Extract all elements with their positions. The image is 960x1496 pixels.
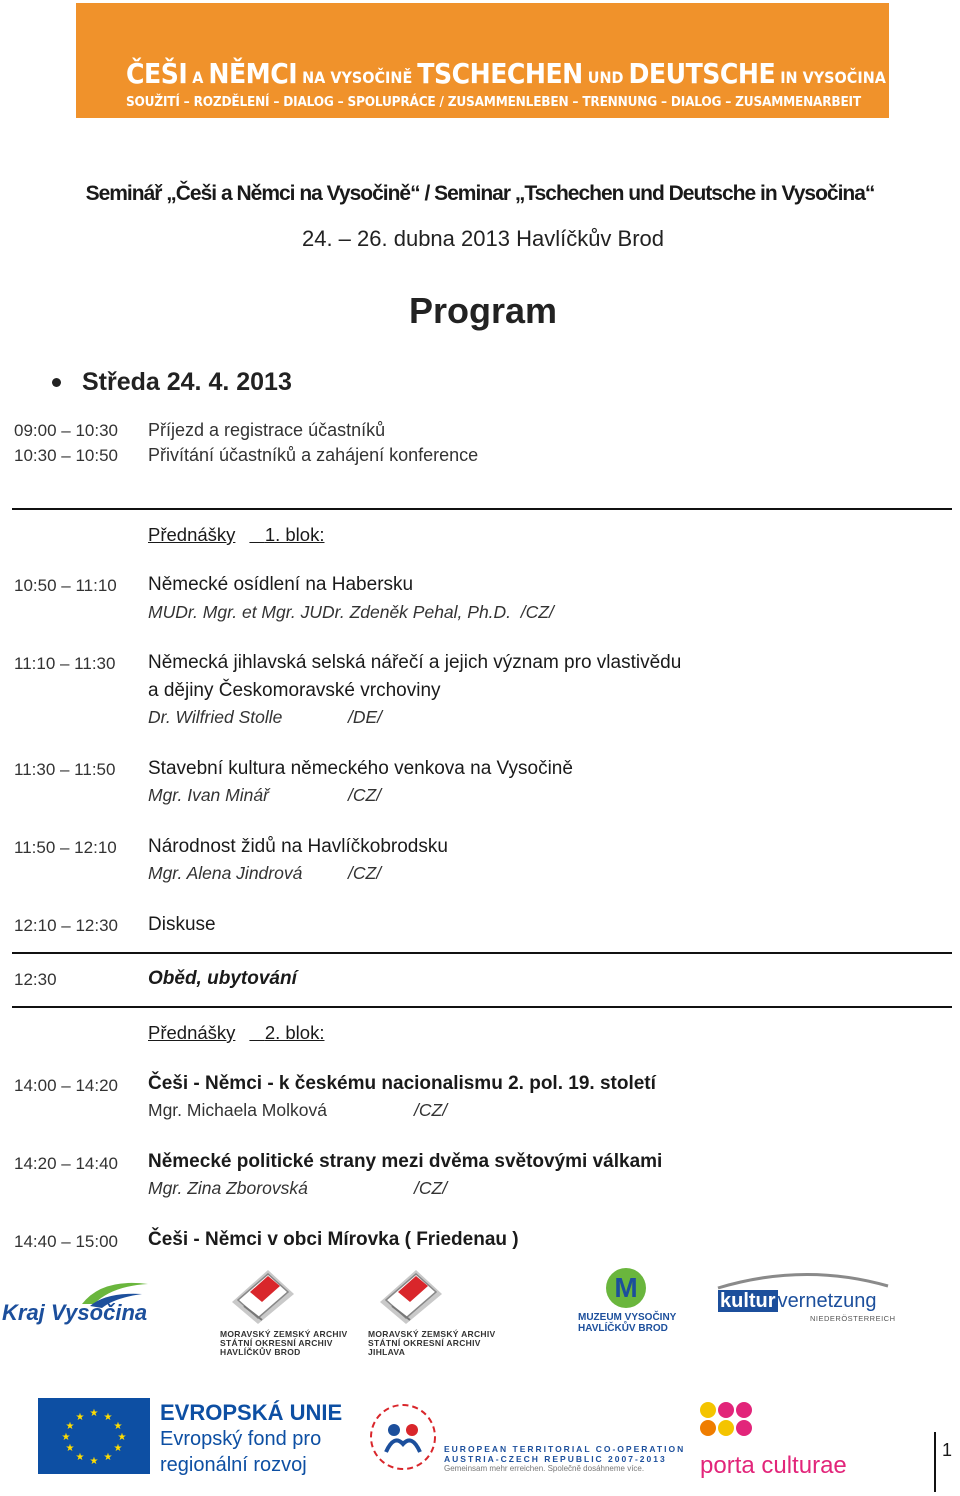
svg-text:★: ★ [113, 1443, 123, 1454]
talk-title-cont: a dějiny Českomoravské vrchoviny [148, 680, 441, 701]
speaker-country: /CZ/ [348, 863, 382, 883]
divider [12, 508, 952, 510]
svg-text:★: ★ [113, 1421, 123, 1432]
talk-title: Národnost židů na Havlíčkobrodsku [148, 836, 448, 857]
time-slot: 14:00 – 14:20 [14, 1076, 118, 1095]
talk-title: Německá jihlavská selská nářečí a jejich význam pro vlastivědu [148, 652, 682, 673]
banner-word: NA VYSOČINĚ [302, 68, 413, 87]
divider [12, 952, 952, 954]
time-slot: 11:30 – 11:50 [14, 760, 116, 779]
kultur-wordmark [718, 1290, 877, 1313]
etc-line: AUSTRIA-CZECH REPUBLIC 2007-2013 [444, 1454, 667, 1464]
svg-text:★: ★ [61, 1432, 71, 1443]
spoluprace-logo [360, 1394, 446, 1480]
museum-m-icon: M [606, 1268, 646, 1308]
archive-name [368, 1330, 496, 1357]
arc-icon [714, 1270, 892, 1290]
archive-line: MORAVSKÝ ZEMSKÝ ARCHIV [220, 1329, 348, 1339]
archive-line: HAVLÍČKŮV BROD [220, 1347, 301, 1357]
eu-line: EVROPSKÁ UNIE [160, 1400, 343, 1425]
speaker-name: Dr. Wilfried Stolle [148, 707, 283, 727]
page-number: 1 [941, 1440, 952, 1460]
banner-word: IN VYSOČINA [780, 68, 886, 87]
etc-line: Gemeinsam mehr erreichen. Společně dosáhneme více. [444, 1464, 645, 1473]
kultur-part: kultur [720, 1290, 776, 1312]
eu-line: Evropský fond pro [160, 1428, 322, 1450]
header-banner [76, 3, 889, 118]
etc-text [444, 1444, 685, 1473]
museum-name [578, 1312, 676, 1334]
seminar-title: Seminář „Češi a Němci na Vysočině“ / Seminar „Tschechen und Deutsche in Vysočina“ [85, 182, 875, 205]
talk-title: Německé osídlení na Habersku [148, 574, 414, 595]
page-divider [934, 1432, 936, 1492]
speaker-country: /CZ/ [414, 1100, 448, 1120]
svg-text:★: ★ [89, 1456, 99, 1467]
talk-title: Češi - Němci v obci Mírovka ( Friedenau ) [148, 1229, 519, 1250]
time-slot: 14:40 – 15:00 [14, 1232, 118, 1251]
divider [12, 1006, 952, 1008]
svg-text:★: ★ [75, 1452, 85, 1463]
banner-word: TSCHECHEN [417, 57, 583, 90]
ring-text [450, 1394, 451, 1395]
speaker-name: Mgr. Zina Zborovská [148, 1178, 308, 1198]
banner-word: NĚMCI [208, 57, 298, 90]
agenda-item: Příjezd a registrace účastníků [148, 420, 386, 440]
kultur-region: NIEDERÖSTERREICH [810, 1314, 896, 1323]
block-label: Přednášky [148, 524, 236, 545]
speaker-country: /CZ/ [520, 602, 554, 622]
block-heading [148, 524, 324, 546]
bullet-icon [52, 378, 61, 387]
time-slot: 09:00 – 10:30 [14, 421, 118, 440]
svg-text:★: ★ [103, 1452, 113, 1463]
speaker-name: Mgr. Alena Jindrová [148, 863, 303, 883]
svg-text:★: ★ [65, 1443, 75, 1454]
time-slot: 11:50 – 12:10 [14, 838, 117, 857]
day-heading: Středa 24. 4. 2013 [82, 368, 292, 396]
banner-word: UND [587, 68, 624, 87]
museum-line: HAVLÍČKŮV BROD [578, 1323, 668, 1334]
block-heading [148, 1022, 324, 1044]
time-slot: 10:30 – 10:50 [14, 446, 118, 465]
block-number: 2. blok: [264, 1022, 325, 1043]
speaker-name: MUDr. Mgr. et Mgr. JUDr. Zdeněk Pehal, Ph.D. [148, 602, 512, 622]
kraj-vysocina-text: Kraj Vysočina [2, 1300, 148, 1325]
porta-word: porta [700, 1452, 755, 1479]
dots-icon [698, 1400, 758, 1450]
program-heading: Program [408, 290, 558, 331]
banner-subtitle: SOUŽITÍ – ROZDĚLENÍ – DIALOG – SPOLUPRÁCE / ZUSAMMENLEBEN – TRENNUNG – DIALOG – ZUSAMMENARBEIT [126, 94, 861, 110]
svg-text:★: ★ [103, 1412, 113, 1423]
speaker-country: /CZ/ [414, 1178, 448, 1198]
museum-line: MUZEUM VYSOČINY [578, 1312, 677, 1323]
time-slot: 11:10 – 11:30 [14, 654, 116, 673]
archive-name [220, 1330, 348, 1357]
porta-word: culturae [761, 1452, 847, 1479]
svg-text:★: ★ [89, 1408, 99, 1419]
svg-text:★: ★ [75, 1412, 85, 1423]
block-label: Přednášky [148, 1022, 236, 1043]
porta-culturae-logo [696, 1400, 856, 1484]
time-slot: 12:30 [14, 970, 57, 989]
archiv-jihlava-logo [368, 1262, 508, 1362]
svg-text:★: ★ [65, 1421, 75, 1432]
time-slot: 12:10 – 12:30 [14, 916, 118, 935]
agenda-item: Oběd, ubytování [148, 968, 297, 989]
archive-line: JIHLAVA [368, 1347, 406, 1357]
eu-flag [38, 1398, 150, 1474]
time-slot: 10:50 – 11:10 [14, 576, 117, 595]
seminar-dates: 24. – 26. dubna 2013 Havlíčkův Brod [301, 226, 665, 251]
cooperation-ring-icon [360, 1394, 446, 1480]
porta-wordmark [700, 1452, 847, 1480]
archive-building-icon [224, 1262, 304, 1328]
svg-text:★: ★ [117, 1432, 127, 1443]
talk-title: Češi - Němci - k českému nacionalismu 2. pol. 19. století [148, 1073, 656, 1094]
archive-line: STÁTNÍ OKRESNÍ ARCHIV [220, 1338, 333, 1348]
banner-word: DEUTSCHE [628, 57, 776, 90]
speaker-country: /DE/ [348, 707, 383, 727]
etc-line: EUROPEAN TERRITORIAL CO-OPERATION [444, 1444, 686, 1454]
talk-title: Německé politické strany mezi dvěma světovými válkami [148, 1151, 663, 1172]
speaker-name: Mgr. Ivan Minář [148, 785, 269, 805]
agenda-item: Přivítání účastníků a zahájení konference [148, 445, 479, 465]
talk-title: Stavební kultura německého venkova na Vysočině [148, 758, 573, 779]
banner-title [126, 57, 886, 90]
banner-word: ČEŠI [126, 57, 188, 90]
speaker-name: Mgr. Michaela Molková [148, 1100, 327, 1120]
eu-text [160, 1400, 342, 1478]
agenda-item: Diskuse [148, 914, 216, 935]
kultur-part: vernetzung [777, 1290, 877, 1312]
block-number: 1. blok: [264, 524, 325, 545]
eu-stars-icon [38, 1398, 150, 1474]
archiv-havlickuv-brod-logo [220, 1262, 360, 1362]
speaker [148, 602, 554, 623]
archive-line: MORAVSKÝ ZEMSKÝ ARCHIV [368, 1329, 496, 1339]
muzeum-vysociny-logo [578, 1266, 678, 1338]
eu-line: regionální rozvoj [160, 1454, 307, 1476]
banner-word: A [192, 68, 204, 87]
archive-line: STÁTNÍ OKRESNÍ ARCHIV [368, 1338, 481, 1348]
archive-building-icon [372, 1262, 452, 1328]
kraj-vysocina-logo [2, 1278, 152, 1332]
speaker-country: /CZ/ [348, 785, 382, 805]
time-slot: 14:20 – 14:40 [14, 1154, 118, 1173]
kulturvernetzung-logo [714, 1270, 896, 1330]
